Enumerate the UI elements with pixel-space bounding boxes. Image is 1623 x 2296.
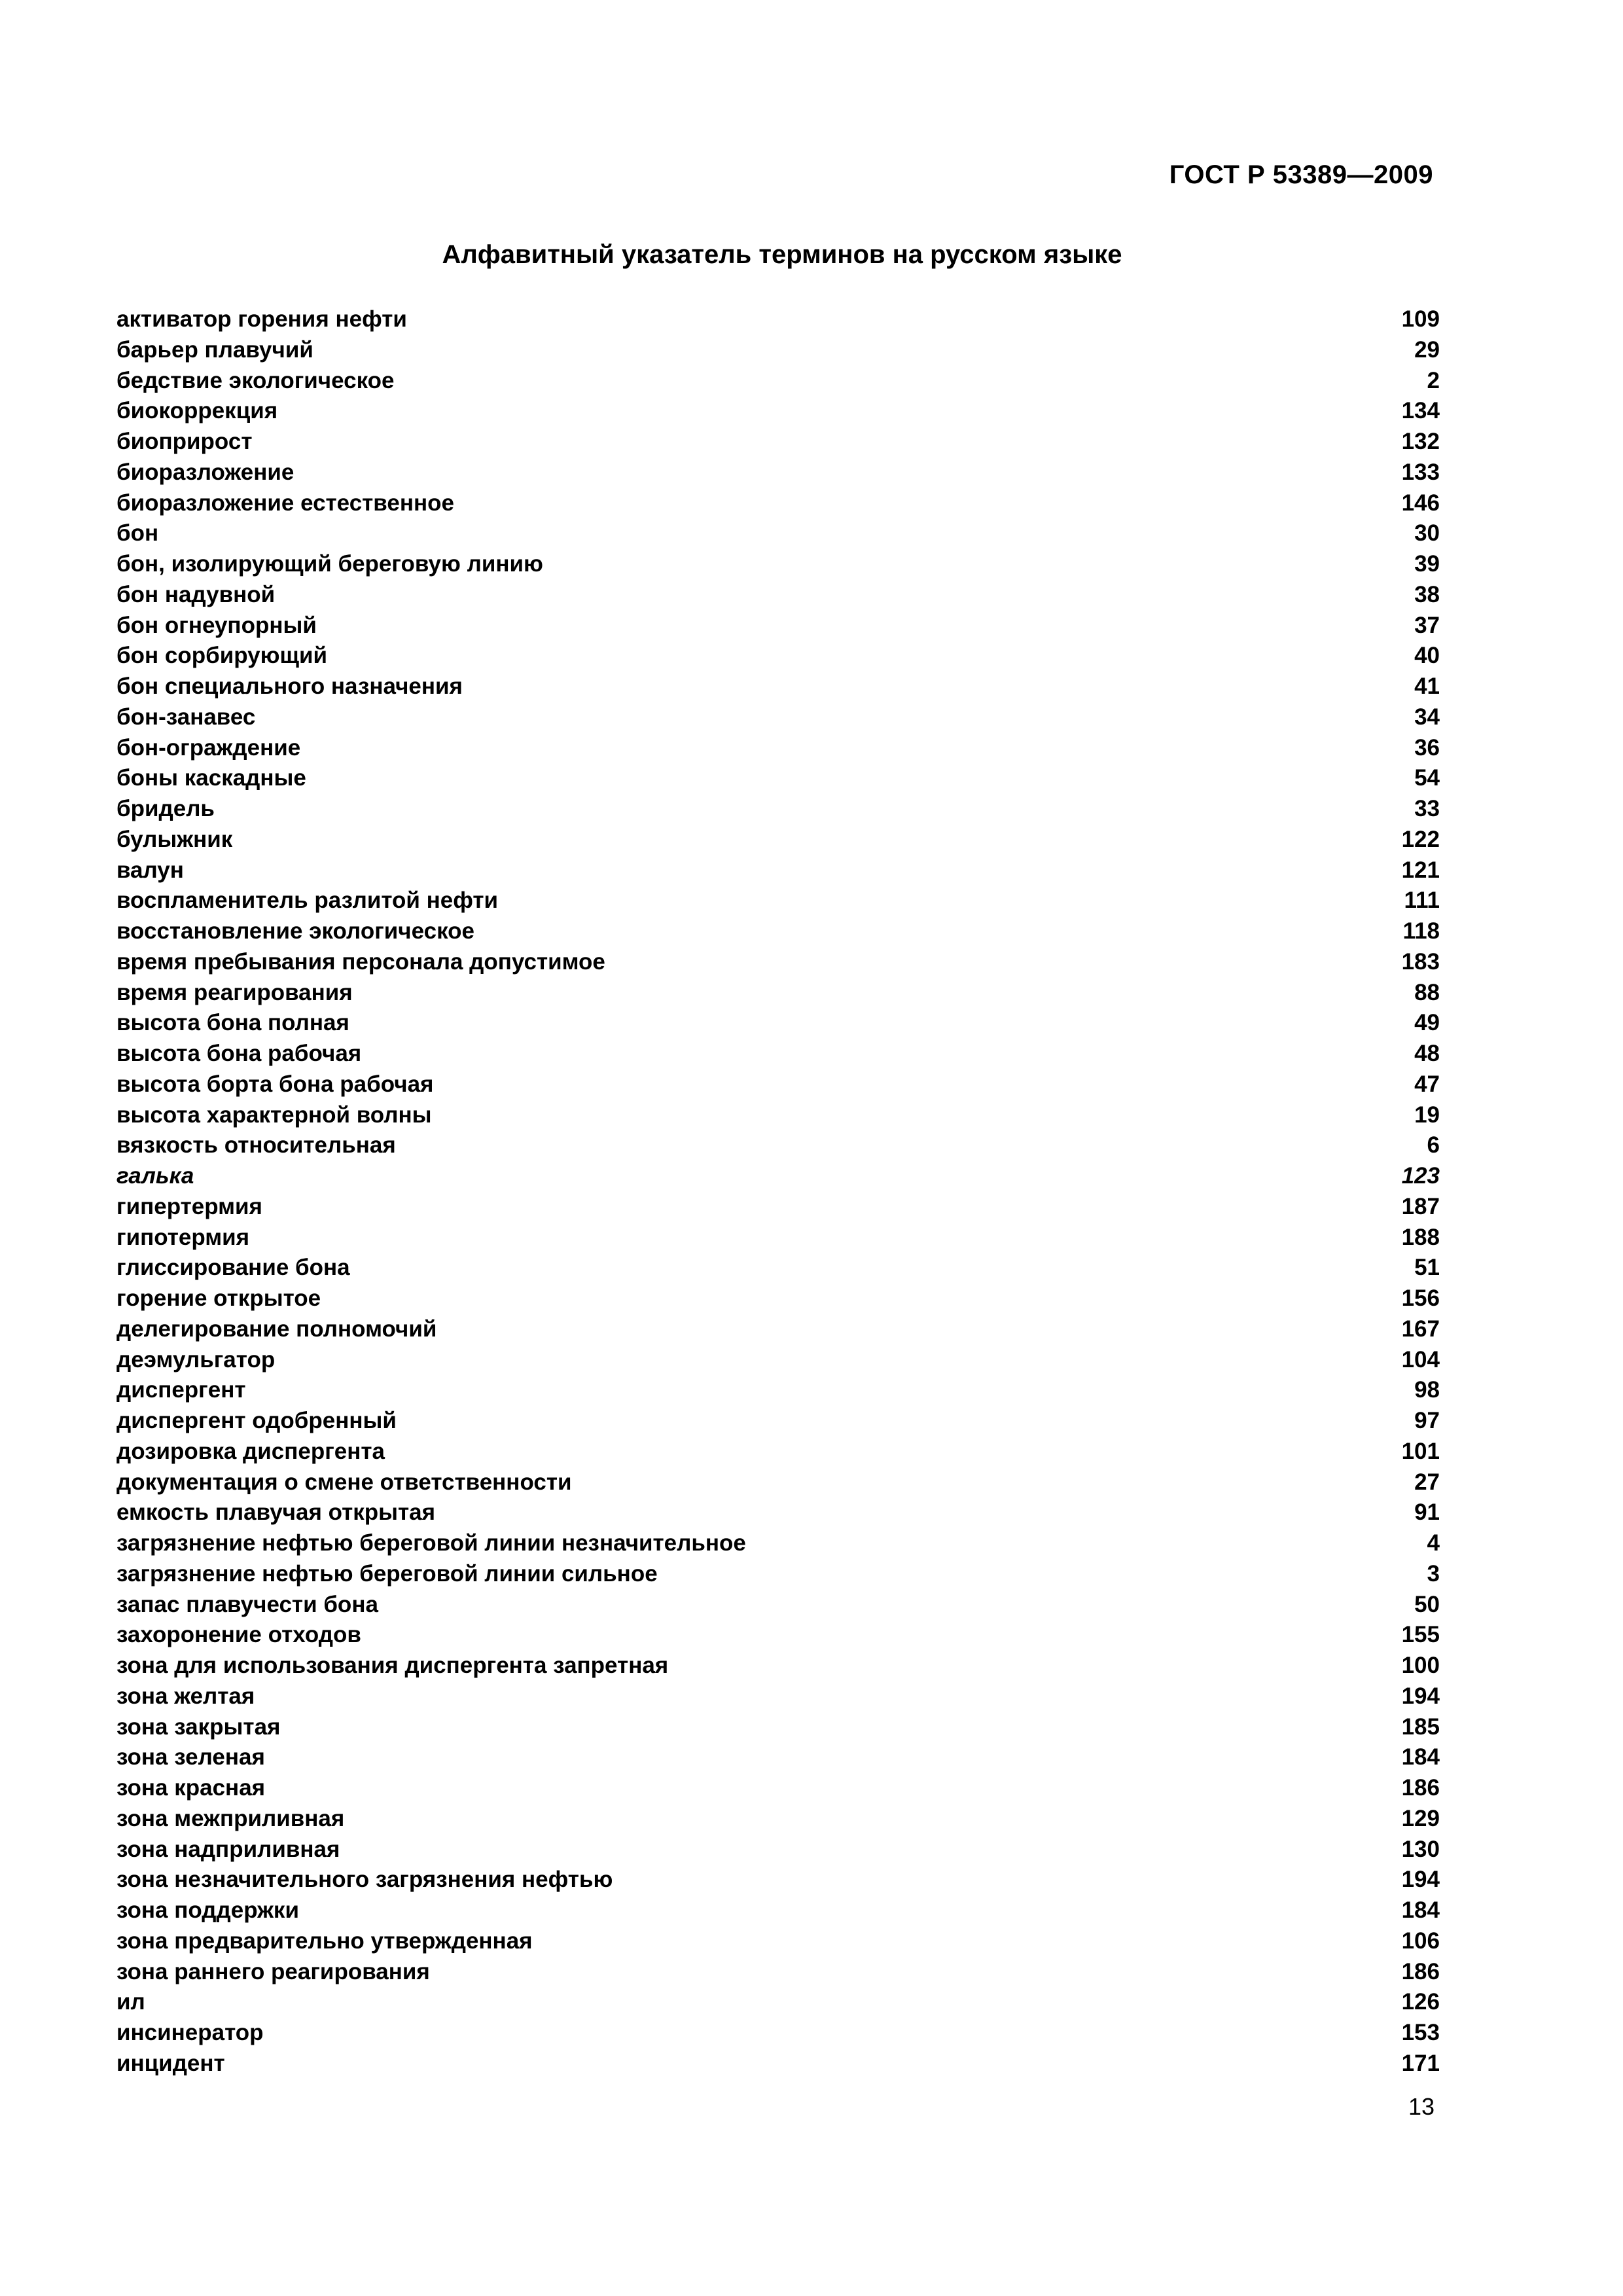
index-term-number: 100 xyxy=(1401,1653,1440,1678)
index-term-number: 153 xyxy=(1401,2020,1440,2045)
index-term: бон надувной xyxy=(116,581,276,607)
document-code: ГОСТ Р 53389—2009 xyxy=(1169,160,1433,189)
index-entry xyxy=(116,1314,1440,1345)
index-entry xyxy=(116,518,1440,549)
index-term: биоприрост xyxy=(116,429,253,454)
index-term-number: 129 xyxy=(1401,1805,1440,1831)
index-term-number: 134 xyxy=(1401,398,1440,424)
index-term: бон огнеупорный xyxy=(116,612,317,638)
index-term-number: 33 xyxy=(1414,796,1440,821)
index-term: зона незначительного загрязнения нефтью xyxy=(116,1867,613,1893)
index-term-number: 47 xyxy=(1414,1071,1440,1097)
index-term-number: 36 xyxy=(1414,734,1440,761)
index-term: боны каскадные xyxy=(116,765,306,791)
index-term: воспламенитель разлитой нефти xyxy=(116,888,499,914)
index-entry xyxy=(116,1406,1440,1437)
index-entry xyxy=(116,1467,1440,1498)
index-entry xyxy=(116,978,1440,1009)
index-term: инсинератор xyxy=(116,2020,264,2045)
index-entry xyxy=(116,641,1440,672)
index-entry xyxy=(116,549,1440,580)
index-term-number: 122 xyxy=(1401,826,1440,852)
index-entry xyxy=(116,335,1440,366)
index-term: биоразложение естественное xyxy=(116,490,454,516)
index-entry xyxy=(116,304,1440,335)
index-entry xyxy=(116,1375,1440,1406)
index-entry xyxy=(116,611,1440,641)
index-term: бон специального назначения xyxy=(116,673,463,699)
index-entry xyxy=(116,733,1440,764)
index-entry xyxy=(116,1008,1440,1039)
index-term: захоронение отходов xyxy=(116,1622,361,1648)
index-entry xyxy=(116,1253,1440,1283)
index-term: гипертермия xyxy=(116,1193,262,1219)
index-term: глиссирование бона xyxy=(116,1255,350,1281)
index-term-number: 6 xyxy=(1427,1132,1440,1158)
index-term-number: 50 xyxy=(1414,1591,1440,1617)
index-term: вязкость относительная xyxy=(116,1132,396,1158)
index-term-number: 41 xyxy=(1414,673,1440,699)
page-number: 13 xyxy=(1408,2093,1435,2120)
index-term: зона закрытая xyxy=(116,1713,281,1740)
index-term: бон, изолирующий береговую линию xyxy=(116,551,543,577)
index-entry xyxy=(116,1223,1440,1253)
index-entry xyxy=(116,580,1440,611)
index-term: бон xyxy=(116,520,159,547)
index-term-number: 19 xyxy=(1414,1102,1440,1128)
index-term-number: 39 xyxy=(1414,551,1440,577)
index-term-number: 111 xyxy=(1404,888,1440,914)
index-term: горение открытое xyxy=(116,1285,321,1311)
index-term: биоразложение xyxy=(116,459,294,485)
index-term-number: 146 xyxy=(1401,490,1440,516)
index-title: Алфавитный указатель терминов на русском языке xyxy=(442,240,1122,269)
index-term-number: 3 xyxy=(1427,1560,1440,1587)
index-term-number: 97 xyxy=(1414,1408,1440,1433)
index-term-number: 104 xyxy=(1401,1346,1440,1372)
index-entry xyxy=(116,1651,1440,1681)
index-entry xyxy=(116,1804,1440,1835)
index-entry xyxy=(116,396,1440,427)
index-term-number: 184 xyxy=(1401,1897,1440,1923)
index-entry xyxy=(116,1283,1440,1314)
index-entry xyxy=(116,855,1440,886)
index-entry xyxy=(116,1742,1440,1773)
index-term-number: 184 xyxy=(1401,1744,1440,1770)
index-term: емкость плавучая открытая xyxy=(116,1499,436,1526)
index-term-number: 123 xyxy=(1401,1163,1440,1189)
index-term: дозировка диспергента xyxy=(116,1438,385,1464)
index-term: ил xyxy=(116,1989,145,2015)
index-entry xyxy=(116,702,1440,733)
index-term: бон сорбирующий xyxy=(116,643,328,669)
index-entry xyxy=(116,1192,1440,1223)
index-term-number: 132 xyxy=(1401,429,1440,454)
index-term-number: 30 xyxy=(1414,520,1440,547)
index-term: зона надприливная xyxy=(116,1836,340,1862)
index-term: запас плавучести бона xyxy=(116,1591,378,1617)
index-entry xyxy=(116,1559,1440,1590)
index-term-number: 29 xyxy=(1414,336,1440,363)
index-term-number: 49 xyxy=(1414,1010,1440,1036)
index-entry xyxy=(116,1773,1440,1804)
index-term-number: 109 xyxy=(1401,306,1440,332)
index-term: зона предварительно утвержденная xyxy=(116,1928,533,1954)
index-entry xyxy=(116,794,1440,825)
index-term: высота бона рабочая xyxy=(116,1041,362,1066)
index-term: валун xyxy=(116,857,184,883)
index-term: зона зеленая xyxy=(116,1744,265,1770)
index-entry xyxy=(116,672,1440,702)
index-term: загрязнение нефтью береговой линии сильное xyxy=(116,1560,658,1587)
index-term: гипотермия xyxy=(116,1224,250,1250)
index-entry xyxy=(116,1130,1440,1161)
index-term: деэмульгатор xyxy=(116,1346,276,1372)
index-term-number: 183 xyxy=(1401,948,1440,975)
index-term: делегирование полномочий xyxy=(116,1316,437,1342)
index-term: бридель xyxy=(116,796,215,821)
index-term-number: 51 xyxy=(1414,1255,1440,1281)
index-entry xyxy=(116,1100,1440,1131)
index-term-number: 54 xyxy=(1414,765,1440,791)
index-term-number: 118 xyxy=(1402,918,1440,944)
index-entry xyxy=(116,1039,1440,1069)
index-entry xyxy=(116,947,1440,978)
index-term: диспергент xyxy=(116,1377,246,1403)
index-term: активатор горения нефти xyxy=(116,306,407,332)
index-entry xyxy=(116,427,1440,457)
index-term: высота характерной волны xyxy=(116,1102,432,1128)
index-entry xyxy=(116,1895,1440,1926)
index-term-number: 101 xyxy=(1401,1438,1440,1464)
index-term: загрязнение нефтью береговой линии незначительное xyxy=(116,1530,746,1556)
index-entry xyxy=(116,1590,1440,1621)
index-term: бедствие экологическое xyxy=(116,367,395,393)
index-term-number: 194 xyxy=(1401,1683,1440,1709)
index-term-number: 27 xyxy=(1414,1469,1440,1495)
index-term-number: 133 xyxy=(1401,459,1440,485)
index-term: зона раннего реагирования xyxy=(116,1958,430,1984)
index-term-number: 48 xyxy=(1414,1041,1440,1066)
index-entry xyxy=(116,1161,1440,1192)
index-term: инцидент xyxy=(116,2050,225,2076)
index-term-number: 98 xyxy=(1414,1377,1440,1403)
index-entry xyxy=(116,1987,1440,2018)
index-term-number: 171 xyxy=(1401,2050,1440,2076)
index-entry xyxy=(116,1528,1440,1559)
index-term: булыжник xyxy=(116,826,233,852)
index-term-number: 156 xyxy=(1401,1285,1440,1311)
index-term: высота борта бона рабочая xyxy=(116,1071,434,1097)
index-entry xyxy=(116,1620,1440,1651)
index-term-number: 91 xyxy=(1414,1499,1440,1526)
index-term-number: 188 xyxy=(1401,1224,1440,1250)
index-term: зона красная xyxy=(116,1775,266,1801)
index-term-number: 34 xyxy=(1414,704,1440,730)
index-term-number: 167 xyxy=(1401,1316,1440,1342)
index-term: зона межприливная xyxy=(116,1805,345,1831)
index-entry xyxy=(116,488,1440,519)
index-term-number: 126 xyxy=(1401,1989,1440,2015)
index-term: бон-ограждение xyxy=(116,734,301,761)
index-term-number: 155 xyxy=(1401,1622,1440,1648)
index-term: диспергент одобренный xyxy=(116,1408,397,1433)
index-term-number: 2 xyxy=(1427,367,1440,393)
index-entry xyxy=(116,916,1440,947)
index-entry xyxy=(116,1835,1440,1865)
index-entry xyxy=(116,457,1440,488)
index-term-number: 106 xyxy=(1401,1928,1440,1954)
index-entry xyxy=(116,366,1440,397)
index-entry xyxy=(116,1069,1440,1100)
index-term: документация о смене ответственности xyxy=(116,1469,572,1495)
index-entry xyxy=(116,1345,1440,1376)
index-term-number: 38 xyxy=(1414,581,1440,607)
index-term: время пребывания персонала допустимое xyxy=(116,948,605,975)
index-term-number: 186 xyxy=(1401,1958,1440,1984)
index-term: биокоррекция xyxy=(116,398,278,424)
index-entry xyxy=(116,886,1440,916)
index-entry xyxy=(116,1926,1440,1957)
index-entry xyxy=(116,2049,1440,2079)
index-term-number: 37 xyxy=(1414,612,1440,638)
index-entry xyxy=(116,825,1440,855)
index-entry xyxy=(116,763,1440,794)
index-term: восстановление экологическое xyxy=(116,918,474,944)
index-entry xyxy=(116,1865,1440,1895)
index-entry xyxy=(116,1681,1440,1712)
index-term-number: 4 xyxy=(1427,1530,1440,1556)
index-term: бон-занавес xyxy=(116,704,256,730)
index-entry xyxy=(116,1498,1440,1528)
index-term: зона для использования диспергента запретная xyxy=(116,1653,669,1678)
index-entry xyxy=(116,1712,1440,1743)
index-term: высота бона полная xyxy=(116,1010,349,1036)
index-term: галька xyxy=(116,1163,194,1189)
index-entry xyxy=(116,2018,1440,2049)
index-term-number: 121 xyxy=(1401,857,1440,883)
index-term-number: 130 xyxy=(1401,1836,1440,1862)
index-entry xyxy=(116,1437,1440,1467)
index-term: зона желтая xyxy=(116,1683,255,1709)
index-term: барьер плавучий xyxy=(116,336,313,363)
index-term-number: 187 xyxy=(1401,1193,1440,1219)
index-term: зона поддержки xyxy=(116,1897,299,1923)
index-term-number: 40 xyxy=(1414,643,1440,669)
index-term-number: 88 xyxy=(1414,979,1440,1005)
index-term: время реагирования xyxy=(116,979,353,1005)
index-term-number: 186 xyxy=(1401,1775,1440,1801)
index-entry xyxy=(116,1957,1440,1988)
index-term-number: 194 xyxy=(1401,1867,1440,1893)
index-term-number: 185 xyxy=(1401,1713,1440,1740)
term-index-list xyxy=(116,304,1440,2079)
